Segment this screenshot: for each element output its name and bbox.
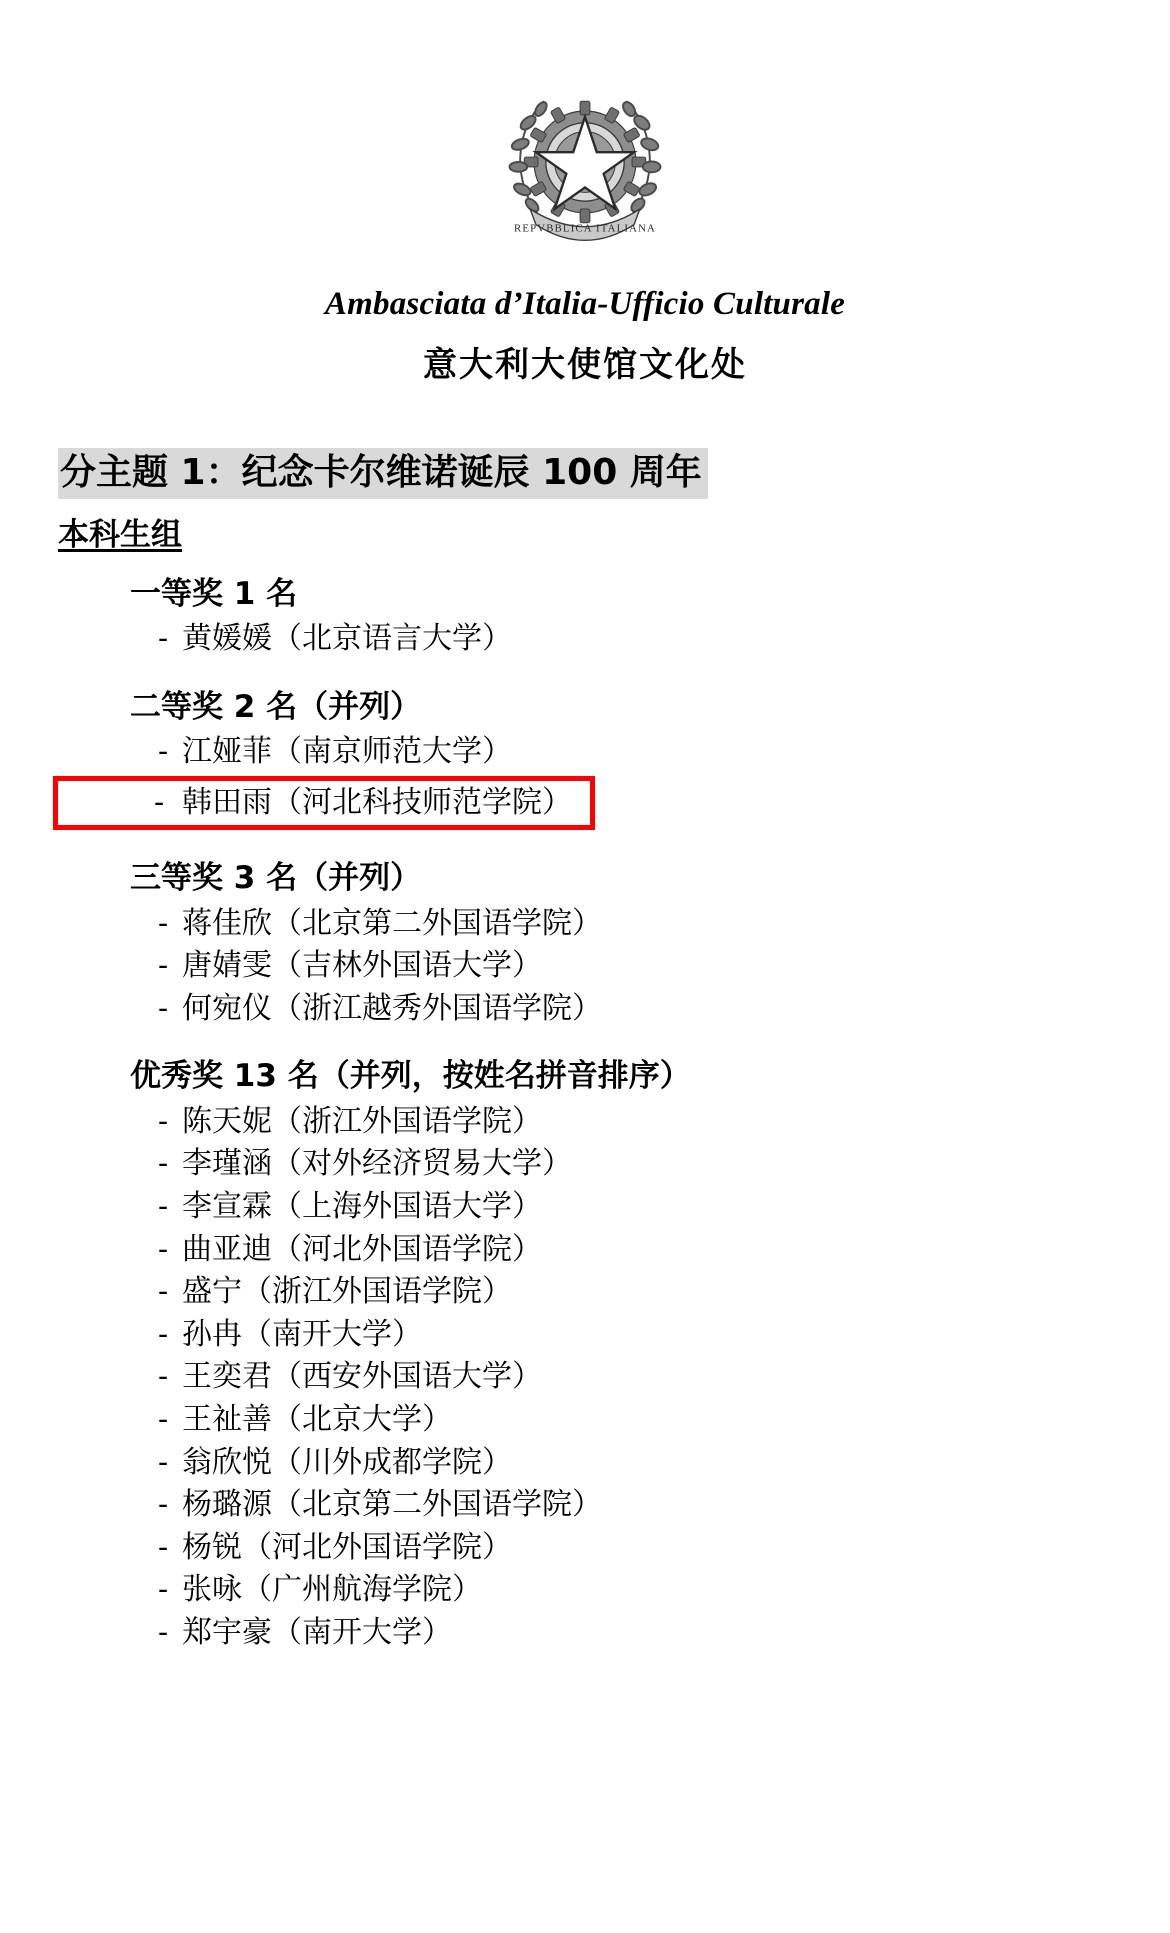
bullet-dash: - — [158, 1444, 169, 1480]
winner-entry — [58, 1186, 1112, 1229]
bullet-dash: - — [158, 1316, 169, 1352]
winner-name: 曲亚迪 — [182, 1231, 272, 1267]
group-title: 本科生组 — [58, 517, 182, 553]
winner-name: 张咏 — [182, 1572, 242, 1608]
bullet-dash: - — [158, 621, 169, 657]
award-heading: 三等奖 3 名（并列） — [130, 860, 422, 897]
winner-entry — [58, 1229, 1112, 1272]
bullet-dash: - — [158, 1274, 169, 1310]
winner-entry — [58, 945, 1112, 988]
winner-name: 孙冉 — [182, 1316, 242, 1352]
award-heading: 二等奖 2 名（并列） — [130, 688, 422, 725]
winner-list — [58, 731, 1112, 832]
bullet-dash: - — [158, 990, 169, 1026]
winner-name: 杨璐源 — [182, 1487, 272, 1523]
emblem-container — [58, 62, 1112, 258]
winner-school: （吉林外国语大学） — [272, 948, 542, 984]
bullet-dash: - — [158, 1529, 169, 1565]
winner-entry — [58, 1484, 1112, 1527]
award-block — [58, 574, 1112, 661]
winner-entry — [58, 1143, 1112, 1186]
winner-name: 唐婧雯 — [182, 948, 272, 984]
award-block — [58, 858, 1112, 1030]
bullet-dash: - — [158, 1401, 169, 1437]
bullet-dash: - — [158, 734, 169, 770]
winner-entry — [58, 1314, 1112, 1357]
winner-name: 杨锐 — [182, 1529, 242, 1565]
winner-school: （河北科技师范学院） — [272, 784, 572, 820]
winner-school: （南开大学） — [242, 1316, 422, 1352]
winner-name: 李宣霖 — [182, 1188, 272, 1224]
winner-name: 郑宇豪 — [182, 1614, 272, 1650]
bullet-dash: - — [158, 1103, 169, 1139]
bullet-dash: - — [158, 1146, 169, 1182]
bullet-dash: - — [154, 784, 165, 820]
winner-school: （南京师范大学） — [272, 734, 512, 770]
winner-name: 李瑾涵 — [182, 1146, 272, 1182]
winner-school: （对外经济贸易大学） — [272, 1146, 572, 1182]
bullet-dash: - — [158, 1188, 169, 1224]
winner-entry — [58, 1442, 1112, 1485]
svg-text:REPVBBLICA ITALIANA: REPVBBLICA ITALIANA — [514, 222, 656, 235]
winner-entry — [58, 731, 1112, 774]
winner-school: （西安外国语大学） — [272, 1359, 542, 1395]
winner-name: 江娅菲 — [182, 734, 272, 770]
bullet-dash: - — [158, 1231, 169, 1267]
winner-entry — [58, 1356, 1112, 1399]
winner-school: （北京大学） — [272, 1401, 452, 1437]
winner-row — [58, 774, 1112, 833]
award-heading: 一等奖 1 名 — [130, 576, 298, 612]
winner-name: 何宛仪 — [182, 990, 272, 1026]
winner-school: （浙江越秀外国语学院） — [272, 990, 602, 1026]
winner-entry — [58, 1399, 1112, 1442]
winner-entry — [58, 988, 1112, 1031]
winner-name: 黄媛媛 — [182, 621, 272, 657]
winner-list — [58, 618, 1112, 661]
embassy-italian-title: Ambasciata d’Italia-Ufficio Culturale — [324, 286, 846, 322]
bullet-dash: - — [158, 1359, 169, 1395]
embassy-chinese-title: 意大利大使馆文化处 — [423, 345, 747, 385]
winner-entry — [58, 618, 1112, 661]
winner-school: （北京第二外国语学院） — [272, 905, 602, 941]
bullet-dash: - — [158, 905, 169, 941]
winner-entry — [58, 1569, 1112, 1612]
winner-entry — [58, 903, 1112, 946]
winner-school: （上海外国语大学） — [272, 1188, 542, 1224]
winner-list — [58, 903, 1112, 1031]
section-title: 分主题 1：纪念卡尔维诺诞辰 100 周年 — [58, 448, 708, 499]
award-block — [58, 687, 1112, 832]
winner-name: 盛宁 — [182, 1274, 242, 1310]
winner-entry — [58, 1612, 1112, 1655]
section-title-row — [58, 386, 1112, 499]
winner-entry — [58, 1271, 1112, 1314]
winner-school: （河北外国语学院） — [242, 1529, 512, 1565]
winner-school: （广州航海学院） — [242, 1572, 482, 1608]
winner-name: 陈天妮 — [182, 1103, 272, 1139]
winner-school: （南开大学） — [272, 1614, 452, 1650]
winner-school: （浙江外国语学院） — [242, 1274, 512, 1310]
award-block — [58, 1056, 1112, 1654]
winner-name: 翁欣悦 — [182, 1444, 272, 1480]
bullet-dash: - — [158, 1487, 169, 1523]
award-heading: 优秀奖 13 名（并列，按姓名拼音排序） — [130, 1058, 691, 1095]
winner-school: （川外成都学院） — [272, 1444, 512, 1480]
awards-container — [58, 574, 1112, 1654]
winner-list — [58, 1101, 1112, 1655]
winner-school: （北京语言大学） — [272, 621, 512, 657]
winner-entry — [58, 1527, 1112, 1570]
winner-school: （北京第二外国语学院） — [272, 1487, 602, 1523]
winner-name: 蒋佳欣 — [182, 905, 272, 941]
winner-name: 王奕君 — [182, 1359, 272, 1395]
bullet-dash: - — [158, 1572, 169, 1608]
italian-republic-emblem-icon — [487, 62, 683, 258]
bullet-dash: - — [158, 1614, 169, 1650]
winner-name: 韩田雨 — [182, 784, 272, 820]
winner-school: （河北外国语学院） — [272, 1231, 542, 1267]
winner-school: （浙江外国语学院） — [272, 1103, 542, 1139]
winner-entry-highlighted — [53, 776, 595, 831]
winner-name: 王祉善 — [182, 1401, 272, 1437]
winner-entry — [58, 1101, 1112, 1144]
group-title-row — [58, 499, 1112, 554]
bullet-dash: - — [158, 948, 169, 984]
